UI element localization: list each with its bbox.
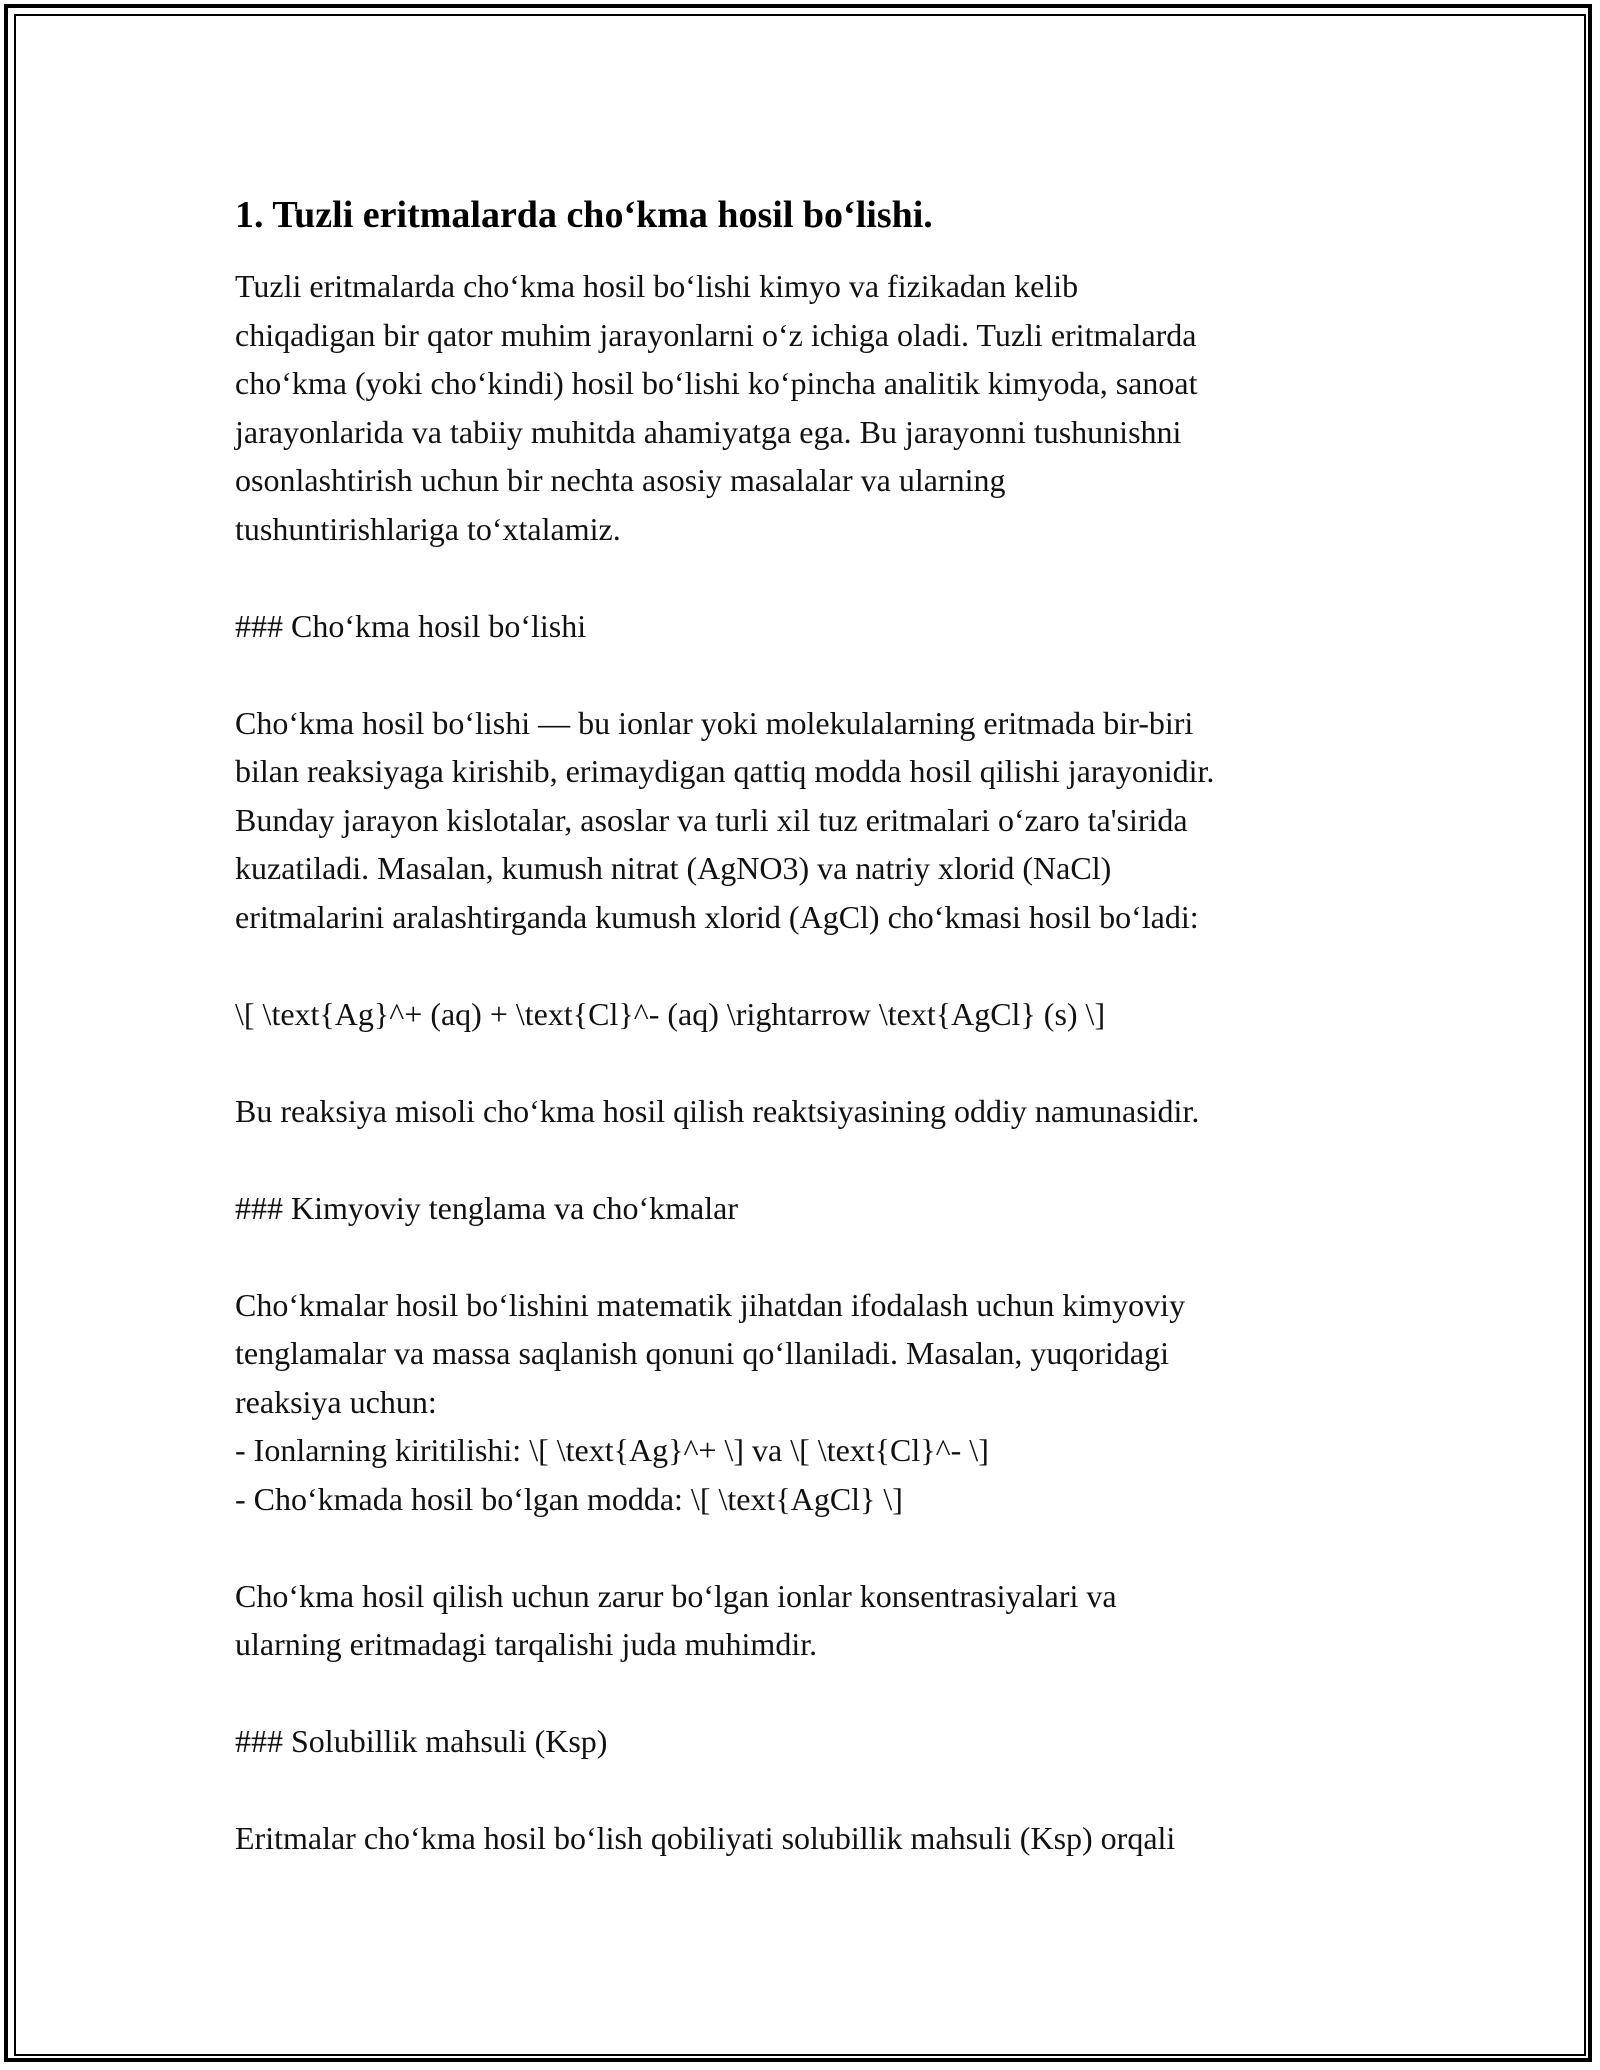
text-line: Cho‘kma hosil qilish uchun zarur bo‘lgan ionlar konsentrasiyalari va bbox=[235, 1577, 1117, 1614]
intro-paragraph bbox=[235, 262, 1395, 553]
ksp-paragraph bbox=[235, 1814, 1395, 1863]
text-line: eritmalarini aralashtirganda kumush xlorid (AgCl) cho‘kmasi hosil bo‘ladi: bbox=[235, 898, 1199, 935]
section-heading bbox=[235, 1717, 1395, 1766]
text-line: ### Cho‘kma hosil bo‘lishi bbox=[235, 607, 587, 644]
text-line: Eritmalar cho‘kma hosil bo‘lish qobiliyati solubillik mahsuli (Ksp) orqali bbox=[235, 1820, 1176, 1856]
text-line: jarayonlarida va tabiiy muhitda ahamiyatga ega. Bu jarayonni tushunishni bbox=[235, 413, 1182, 450]
text-line: osonlashtirish uchun bir nechta asosiy masalalar va ularning bbox=[235, 462, 1006, 498]
list-item: - Ionlarning kiritilishi: \[ \text{Ag}^+ \] va \[ \text{Cl}^- \] bbox=[235, 1432, 989, 1468]
text-line: tushuntirishlariga to‘xtalamiz. bbox=[235, 510, 621, 547]
text-line: Cho‘kma hosil bo‘lishi — bu ionlar yoki molekulalarning eritmada bir-biri bbox=[235, 704, 1194, 741]
text-line: Bunday jarayon kislotalar, asoslar va turli xil tuz eritmalari o‘zaro ta'sirida bbox=[235, 801, 1188, 838]
equation-line bbox=[235, 990, 1395, 1039]
example-paragraph bbox=[235, 1087, 1395, 1136]
text-line: tenglamalar va massa saqlanish qonuni qo‘llaniladi. Masalan, yuqoridagi bbox=[235, 1335, 1169, 1371]
text-line: reaksiya uchun: bbox=[235, 1383, 437, 1420]
text-line: bilan reaksiyaga kirishib, erimaydigan qattiq modda hosil qilishi jarayonidir. bbox=[235, 753, 1215, 789]
text-line: cho‘kma (yoki cho‘kindi) hosil bo‘lishi ko‘pincha analitik kimyoda, sanoat bbox=[235, 365, 1198, 401]
text-line: ### Solubillik mahsuli (Ksp) bbox=[235, 1723, 608, 1759]
text-line: ### Kimyoviy tenglama va cho‘kmalar bbox=[235, 1189, 738, 1226]
text-line: ularning eritmadagi tarqalishi juda muhimdir. bbox=[235, 1626, 818, 1662]
list-item: - Cho‘kmada hosil bo‘lgan modda: \[ \text{AgCl} \] bbox=[235, 1480, 903, 1517]
section-heading bbox=[235, 602, 1395, 651]
definition-paragraph bbox=[235, 699, 1395, 942]
section-heading bbox=[235, 1184, 1395, 1233]
concentration-paragraph bbox=[235, 1572, 1395, 1669]
document-title: 1. Tuzli eritmalarda cho‘kma hosil bo‘lishi. bbox=[235, 194, 933, 236]
text-line: Bu reaksiya misoli cho‘kma hosil qilish reaktsiyasining oddiy namunasidir. bbox=[235, 1092, 1200, 1129]
text-line: \[ \text{Ag}^+ (aq) + \text{Cl}^- (aq) \rightarrow \text{AgCl} (s) \] bbox=[235, 995, 1106, 1032]
document-body bbox=[235, 190, 1395, 1863]
text-line: Cho‘kmalar hosil bo‘lishini matematik jihatdan ifodalash uchun kimyoviy bbox=[235, 1286, 1186, 1323]
equation-paragraph bbox=[235, 1281, 1395, 1524]
text-line: chiqadigan bir qator muhim jarayonlarni o‘z ichiga oladi. Tuzli eritmalarda bbox=[235, 316, 1197, 353]
text-line: Tuzli eritmalarda cho‘kma hosil bo‘lishi kimyo va fizikadan kelib bbox=[235, 268, 1079, 304]
text-line: kuzatiladi. Masalan, kumush nitrat (AgNO3) va natriy xlorid (NaCl) bbox=[235, 850, 1112, 886]
